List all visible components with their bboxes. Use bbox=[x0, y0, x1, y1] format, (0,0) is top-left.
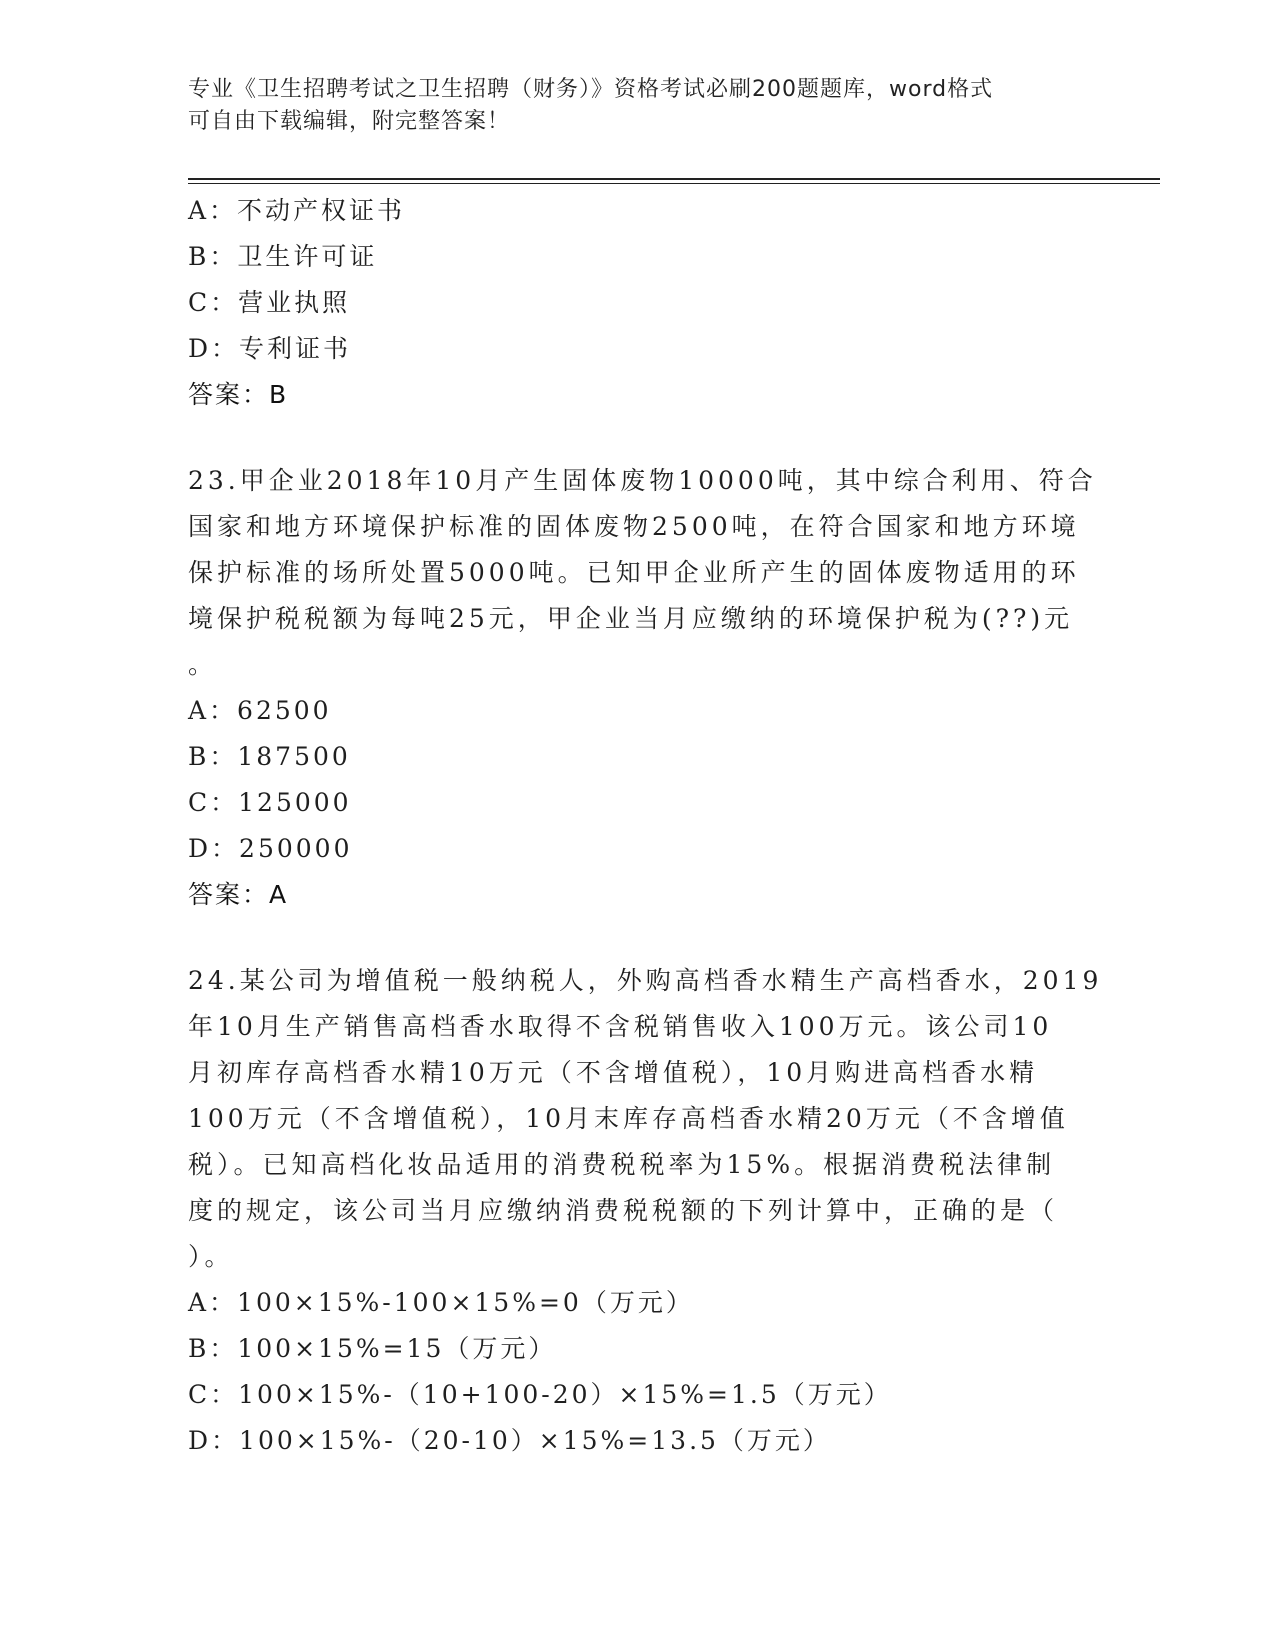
question-text-line: 国家和地方环境保护标准的固体废物2500吨，在符合国家和地方环境 bbox=[188, 512, 1080, 541]
question-text-line: 24.某公司为增值税一般纳税人，外购高档香水精生产高档香水，2019 bbox=[188, 966, 1103, 995]
question-22 bbox=[188, 188, 1088, 418]
option-a: A：不动产权证书 bbox=[188, 196, 406, 225]
question-text-line: 月初库存高档香水精10万元（不含增值税），10月购进高档香水精 bbox=[188, 1058, 1039, 1087]
header-divider-thick bbox=[188, 178, 1160, 180]
question-text-line: 。 bbox=[188, 650, 218, 679]
question-text-line: 境保护税税额为每吨25元，甲企业当月应缴纳的环境保护税为(??)元 bbox=[188, 604, 1074, 633]
document-header bbox=[188, 74, 1068, 138]
question-text-line: 年10月生产销售高档香水取得不含税销售收入100万元。该公司10 bbox=[188, 1012, 1053, 1041]
answer-line: 答案：B bbox=[188, 380, 289, 409]
document-body bbox=[188, 188, 1103, 1464]
option-d: D：100×15%-（20-10）×15%=13.5（万元） bbox=[188, 1426, 831, 1455]
question-text-line: 税）。已知高档化妆品适用的消费税税率为15%。根据消费税法律制 bbox=[188, 1150, 1056, 1179]
option-b: B：187500 bbox=[188, 742, 351, 771]
question-24 bbox=[188, 958, 1103, 1464]
question-text-line: 度的规定，该公司当月应缴纳消费税税额的下列计算中，正确的是（ bbox=[188, 1196, 1059, 1225]
option-a: A：100×15%-100×15%=0（万元） bbox=[188, 1288, 694, 1317]
option-c: C：营业执照 bbox=[188, 288, 351, 317]
spacer bbox=[188, 918, 1088, 958]
header-divider-thin bbox=[188, 183, 1160, 184]
question-text-line: 100万元（不含增值税），10月末库存高档香水精20万元（不含增值 bbox=[188, 1104, 1069, 1133]
option-b: B：卫生许可证 bbox=[188, 242, 378, 271]
question-text-line: ）。 bbox=[188, 1242, 234, 1271]
option-c: C：100×15%-（10+100-20）×15%=1.5（万元） bbox=[188, 1380, 892, 1409]
option-b: B：100×15%=15（万元） bbox=[188, 1334, 557, 1363]
answer-line: 答案：A bbox=[188, 880, 289, 909]
question-text-line: 保护标准的场所处置5000吨。已知甲企业所产生的固体废物适用的环 bbox=[188, 558, 1080, 587]
option-a: A：62500 bbox=[188, 696, 332, 725]
option-d: D：250000 bbox=[188, 834, 353, 863]
option-d: D：专利证书 bbox=[188, 334, 352, 363]
spacer bbox=[188, 418, 1088, 458]
header-line-1: 专业《卫生招聘考试之卫生招聘（财务）》资格考试必刷200题题库，word格式 bbox=[188, 77, 994, 102]
question-text-line: 23.甲企业2018年10月产生固体废物10000吨，其中综合利用、符合 bbox=[188, 466, 1097, 495]
question-23 bbox=[188, 458, 1097, 918]
option-c: C：125000 bbox=[188, 788, 352, 817]
header-line-2: 可自由下载编辑，附完整答案！ bbox=[188, 109, 511, 134]
